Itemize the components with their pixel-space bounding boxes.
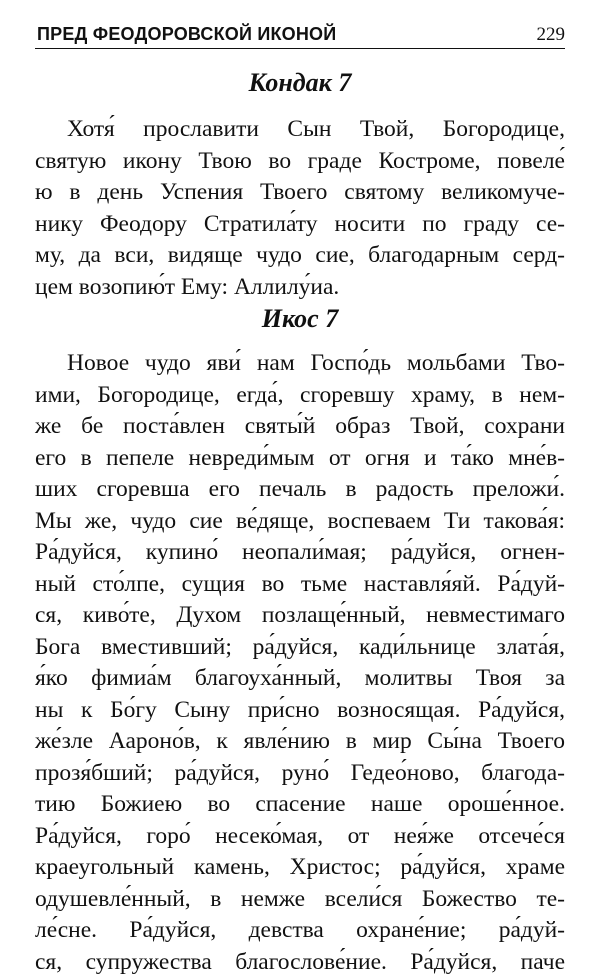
text-line: Мы же, чудо сие ве́дяще, воспеваем Ти такова́я: <box>35 506 565 538</box>
text-line: святую икону Твою во граде Костроме, повеле́ <box>35 146 565 178</box>
text-line: одушевле́нный, в немже всели́ся Божество те- <box>35 884 565 916</box>
text-line: Ра́дуйся, купино́ неопали́мая; ра́дуйся, огнен- <box>35 537 565 569</box>
text-line: ю в день Успения Твоего святому великомуче- <box>35 177 565 209</box>
text-line: нику Феодору Стратила́ту носити по граду се- <box>35 209 565 241</box>
text-line: краеугольный камень, Христос; ра́дуйся, храме <box>35 852 565 884</box>
text-line: Новое чудо яви́ нам Госпо́дь мольбами Тво- <box>35 348 565 380</box>
text-line: ими, Богородице, егда́, сгоревшу храму, в нем- <box>35 380 565 412</box>
text-line: ны к Бо́гу Сыну при́сно возносящая. Ра́дуйся, <box>35 695 565 727</box>
text-line: му, да вси, видяще чудо сие, благодарным серд- <box>35 240 565 272</box>
text-line: ся, киво́те, Духом позлаще́нный, невместимаго <box>35 600 565 632</box>
text-line: я́ко фимиа́м благоуха́нный, молитвы Твоя за <box>35 663 565 695</box>
text-line: ный сто́лпе, сущия во тьме наставля́яй. Ра́дуй- <box>35 569 565 601</box>
book-page <box>35 0 565 976</box>
text-line: же́зле Аароно́в, к явле́нию в мир Сы́на Твоего <box>35 726 565 758</box>
text-line: цем возопию́т Ему: Аллилу́иа. <box>35 272 565 304</box>
ikos-text <box>35 348 565 978</box>
kondak-text <box>35 114 565 303</box>
text-line: Ра́дуйся, горо́ несеко́мая, от нея́же отсече́ся <box>35 821 565 853</box>
text-line: ших сгоревша его печаль в радость преложи́. <box>35 474 565 506</box>
running-title: ПРЕД ФЕОДОРОВСКОЙ ИКОНОЙ <box>37 24 336 45</box>
text-line: же бе поста́влен святы́й образ Твой, сохрани <box>35 411 565 443</box>
text-line: тию Божиею во спасение наше ороше́нное. <box>35 789 565 821</box>
text-line: ле́сне. Ра́дуйся, девства охране́ние; ра́дуй- <box>35 915 565 947</box>
page-number: 229 <box>537 24 566 46</box>
text-line: Бога вместивший; ра́дуйся, кади́льнице злата́я, <box>35 632 565 664</box>
ikos-title: Икос 7 <box>35 304 565 334</box>
text-line: ся, супружества благослове́ние. Ра́дуйся, паче <box>35 947 565 978</box>
running-header <box>35 20 565 49</box>
text-line: Хотя́ прославити Сын Твой, Богородице, <box>35 114 565 146</box>
text-line: прозя́бший; ра́дуйся, руно́ Гедео́ново, благода- <box>35 758 565 790</box>
kondak-title: Кондак 7 <box>35 68 565 98</box>
text-line: его в пепеле невреди́мым от огня и та́ко мне́в- <box>35 443 565 475</box>
